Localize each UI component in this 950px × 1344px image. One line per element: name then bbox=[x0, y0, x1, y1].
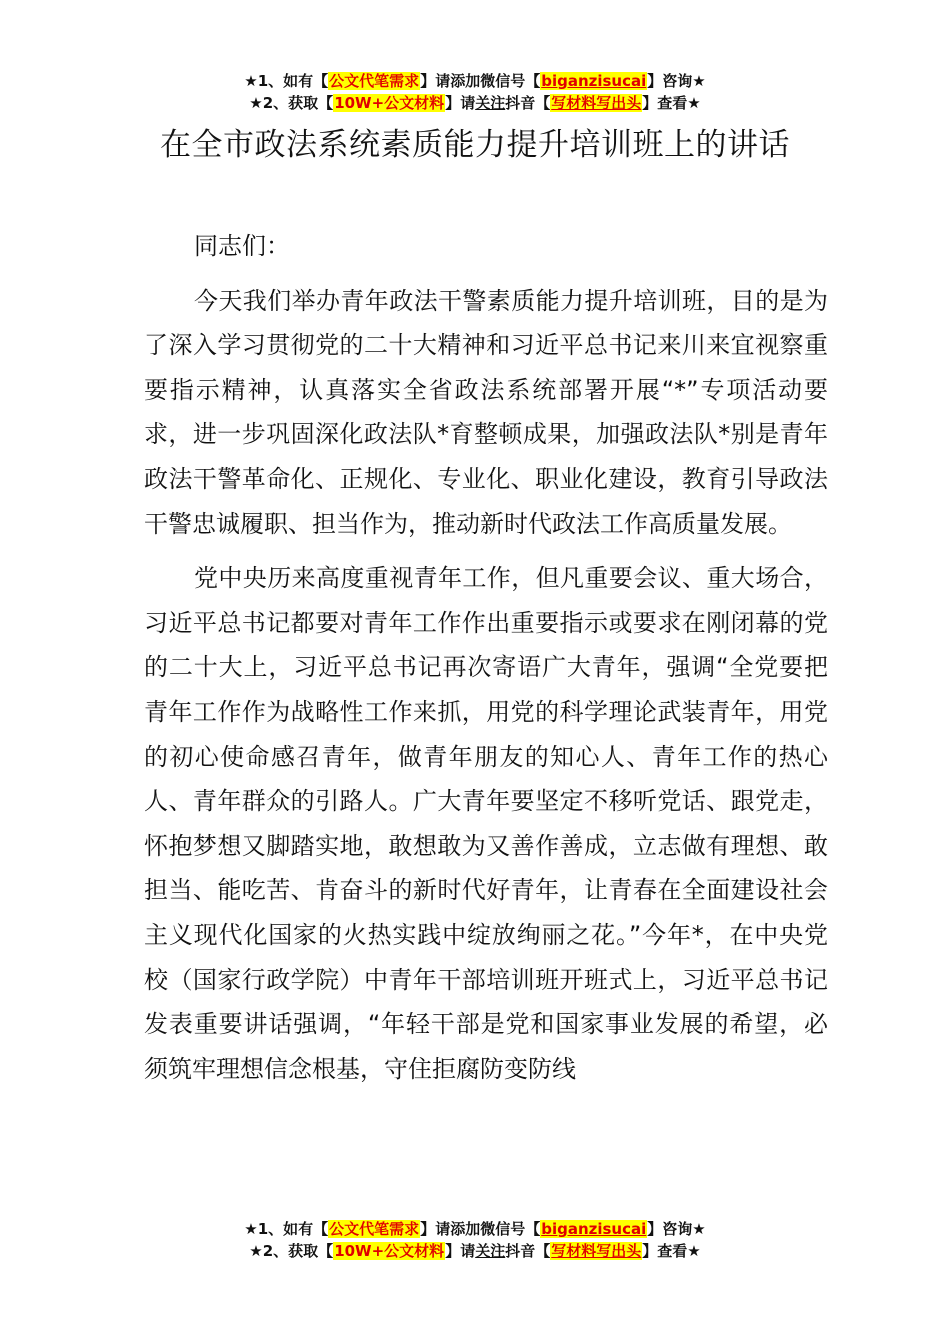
banner-highlight-douyin: 写材料写出头 bbox=[551, 94, 642, 112]
banner-highlight: 10W+公文材料 bbox=[334, 94, 445, 112]
banner-text: 】请添加微信号【 bbox=[420, 72, 541, 90]
header-banner bbox=[0, 70, 950, 114]
banner-text: 】咨询★ bbox=[647, 72, 706, 90]
banner-text: 】查看★ bbox=[642, 94, 701, 112]
banner-text: ★2、获取【 bbox=[249, 1242, 334, 1260]
banner-line-2 bbox=[0, 92, 950, 114]
footer-banner bbox=[0, 1218, 950, 1262]
banner-text: ★2、获取【 bbox=[249, 94, 334, 112]
banner-highlight: 10W+公文材料 bbox=[334, 1242, 445, 1260]
banner-line-2 bbox=[0, 1240, 950, 1262]
salutation: 同志们： bbox=[194, 232, 290, 260]
banner-highlight-wechat: biganzisucai bbox=[541, 1220, 647, 1238]
banner-text: 】请 bbox=[445, 1242, 476, 1260]
banner-text: 】请 bbox=[445, 94, 476, 112]
document-title: 在全市政法系统素质能力提升培训班上的讲话 bbox=[160, 127, 790, 163]
banner-text: 抖音【 bbox=[505, 1242, 551, 1260]
banner-text: 抖音【 bbox=[505, 94, 551, 112]
banner-text: ★1、如有【 bbox=[244, 72, 329, 90]
banner-text: 】咨询★ bbox=[647, 1220, 706, 1238]
banner-text: ★1、如有【 bbox=[244, 1220, 329, 1238]
banner-highlight: 公文代笔需求 bbox=[329, 1220, 420, 1238]
banner-line-1 bbox=[0, 70, 950, 92]
banner-underline: 关注 bbox=[475, 1242, 506, 1260]
banner-text: 】请添加微信号【 bbox=[420, 1220, 541, 1238]
banner-highlight-wechat: biganzisucai bbox=[541, 72, 647, 90]
paragraph: 今天我们举办青年政法干警素质能力提升培训班，目的是为了深入学习贯彻党的二十大精神和习近平总书记来川来宜视察重要指示精神，认真落实全省政法系统部署开展“*”专项活动要求，进一步巩固深化政法队*育整顿成果，加强政法队*别是青年政法干警革命化、正规化、专业化、职业化建设，教育引导政法干警忠诚履职、担当作为，推动新时代政法工作高质量发展。 bbox=[144, 286, 828, 538]
paragraph: 党中央历来高度重视青年工作，但凡重要会议、重大场合，习近平总书记都要对青年工作作出重要指示或要求在刚闭幕的党的二十大上，习近平总书记再次寄语广大青年，强调“全党要把青年工作作为战略性工作来抓，用党的科学理论武装青年，用党的初心使命感召青年，做青年朋友的知心人、青年工作的热心人、青年群众的引路人。广大青年要坚定不移听党话、跟党走，怀抱梦想又脚踏实地，敢想敢为又善作善成，立志做有理想、敢担当、能吃苦、肯奋斗的新时代好青年，让青春在全面建设社会主义现代化国家的火热实践中绽放绚丽之花。”今年*，在中央党校（国家行政学院）中青年干部培训班开班式上，习近平总书记发表重要讲话强调，“年轻干部是党和国家事业发展的希望，必须筑牢理想信念根基，守住拒腐防变防线 bbox=[144, 564, 828, 1083]
banner-text: 】查看★ bbox=[642, 1242, 701, 1260]
banner-underline: 关注 bbox=[475, 94, 506, 112]
banner-line-1 bbox=[0, 1218, 950, 1240]
banner-highlight-douyin: 写材料写出头 bbox=[551, 1242, 642, 1260]
document-body bbox=[144, 224, 828, 1091]
banner-highlight: 公文代笔需求 bbox=[329, 72, 420, 90]
